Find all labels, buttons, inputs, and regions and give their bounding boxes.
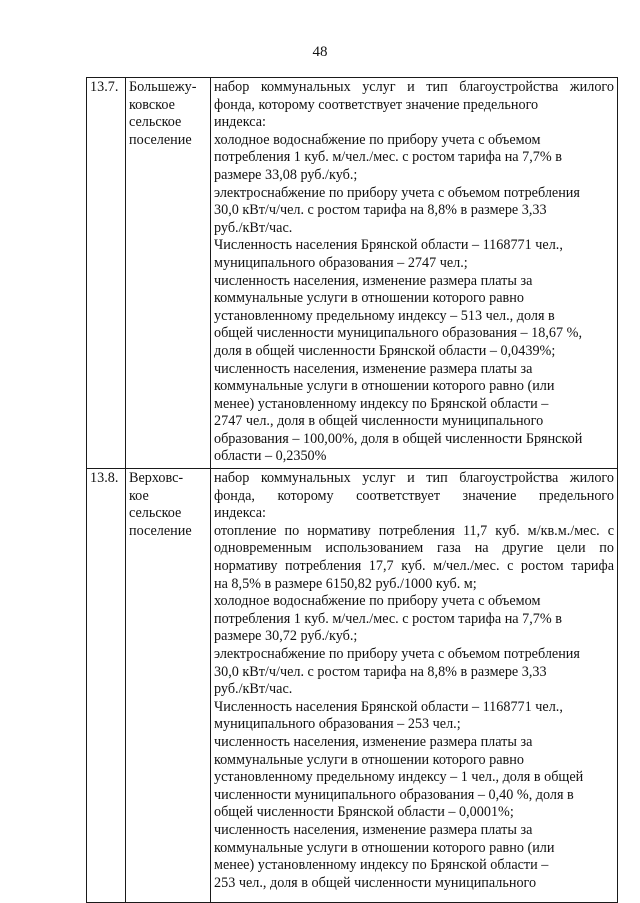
text-line: размере 33,08 руб./куб.; <box>214 166 358 183</box>
text-line: электроснабжение по прибору учета с объемом потребления <box>214 184 580 201</box>
name-line: Большежу- <box>129 79 197 95</box>
text-line: 2747 чел., доля в общей численности муниципального <box>214 413 544 430</box>
text-line: образования – 100,00%, доля в общей численности Брянской <box>214 430 583 447</box>
table-row-13-7 <box>87 78 618 469</box>
text-line: 30,0 кВт/ч/чел. с ростом тарифа на 8,8% в размере 3,33 <box>214 663 547 680</box>
text-line: общей численности Брянской области – 0,0001%; <box>214 804 514 821</box>
text-line: численности муниципального образования – 0,40 %, доля в <box>214 786 574 803</box>
text-line: набор коммунальных услуг и тип благоустройства жилого <box>214 470 614 487</box>
name-line: кое <box>129 487 149 504</box>
name-line: сельское <box>129 505 182 522</box>
text-line: установленному предельному индексу – 1 чел., доля в общей <box>214 769 584 786</box>
text-line: 30,0 кВт/ч/чел. с ростом тарифа на 8,8% в размере 3,33 <box>214 202 547 219</box>
text-line: коммунальные услуги в отношении которого равно <box>214 751 524 768</box>
text-line: муниципального образования – 2747 чел.; <box>214 254 468 271</box>
text-line: фонда, которому соответствует значение предельного <box>214 96 539 113</box>
text-line: области – 0,2350% <box>214 448 327 465</box>
name-line: поселение <box>129 522 192 539</box>
text-line: потребления 1 куб. м/чел./мес. с ростом тарифа на 7,7% в <box>214 610 562 627</box>
text-line: одновременным использованием газа на другие цели по <box>214 540 614 557</box>
text-line: муниципального образования – 253 чел.; <box>214 716 461 733</box>
text-line: нормативу потребления 17,7 куб. м/чел./мес. с ростом тарифа <box>214 558 614 575</box>
text-line: Численность населения Брянской области – 1168771 чел., <box>214 698 563 715</box>
text-line: менее) установленному индексу по Брянской области – <box>214 857 549 874</box>
text-line: отопление по нормативу потребления 11,7 куб. м/кв.м./мес. с <box>214 522 614 539</box>
name-line: сельское <box>129 114 182 131</box>
text-line: коммунальные услуги в отношении которого равно (или <box>214 378 555 395</box>
index-description <box>211 469 618 903</box>
row-number: 13.8. <box>87 469 126 903</box>
text-line: потребления 1 куб. м/чел./мес. с ростом тарифа на 7,7% в <box>214 149 562 166</box>
text-line: руб./кВт/час. <box>214 219 293 236</box>
text-line: коммунальные услуги в отношении которого равно <box>214 290 524 307</box>
text-line: численность населения, изменение размера платы за <box>214 821 533 838</box>
text-line: размере 30,72 руб./куб.; <box>214 628 358 645</box>
text-line: руб./кВт/час. <box>214 681 293 698</box>
text-line: доля в общей численности Брянской области – 0,0439%; <box>214 342 556 359</box>
text-line: фонда, которому соответствует значение предельного <box>214 487 614 504</box>
text-line: численность населения, изменение размера платы за <box>214 360 533 377</box>
name-line: ковское <box>129 96 175 113</box>
text-line: электроснабжение по прибору учета с объемом потребления <box>214 646 580 662</box>
text-line: численность населения, изменение размера платы за <box>214 733 533 750</box>
text-line: менее) установленному индексу по Брянской области – <box>214 395 549 412</box>
text-line: набор коммунальных услуг и тип благоустройства жилого <box>214 79 614 95</box>
table-row-13-8 <box>87 469 618 903</box>
page-number: 48 <box>312 44 328 60</box>
text-line: коммунальные услуги в отношении которого равно (или <box>214 839 555 856</box>
name-line: поселение <box>129 131 192 148</box>
text-line: численность населения, изменение размера платы за <box>214 272 533 289</box>
text-line: холодное водоснабжение по прибору учета с объемом <box>214 131 541 148</box>
text-line: индекса: <box>214 114 266 131</box>
text-line: установленному предельному индексу – 513 чел., доля в <box>214 307 555 324</box>
text-line: Численность населения Брянской области – 1168771 чел., <box>214 237 563 254</box>
text-line: 253 чел., доля в общей численности муниципального <box>214 874 537 891</box>
index-description <box>211 78 618 469</box>
municipality-name <box>126 78 211 469</box>
text-line: холодное водоснабжение по прибору учета с объемом <box>214 593 541 610</box>
name-line: Верховс- <box>129 470 184 487</box>
text-line: на 8,5% в размере 6150,82 руб./1000 куб. м; <box>214 575 477 592</box>
text-line: общей численности муниципального образования – 18,67 %, <box>214 325 583 342</box>
municipality-name <box>126 469 211 903</box>
page-cut-spacer <box>214 892 614 900</box>
text-line: индекса: <box>214 505 266 522</box>
municipality-table <box>86 77 618 903</box>
row-number: 13.7. <box>87 78 126 469</box>
